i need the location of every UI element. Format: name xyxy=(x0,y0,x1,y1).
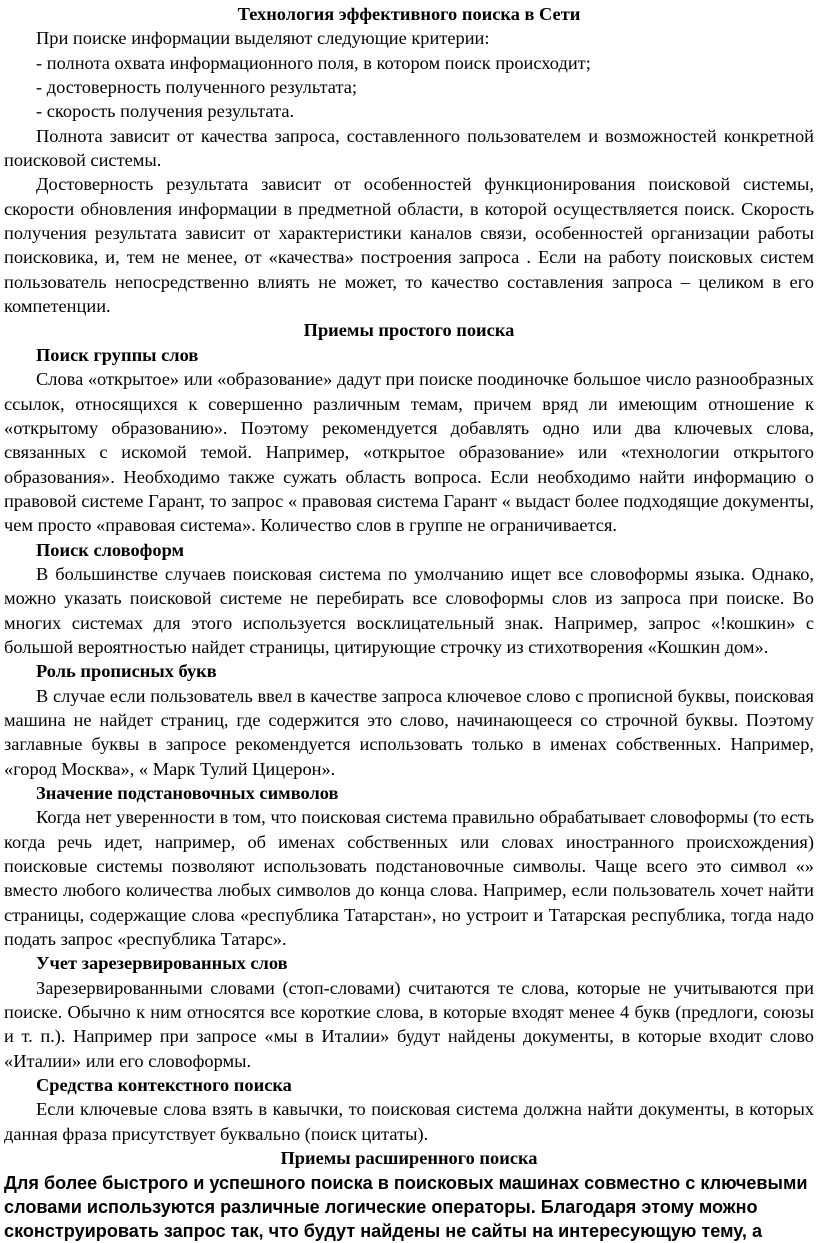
advanced-line: словами используются различные логические операторы. Благодаря этому можно xyxy=(4,1196,758,1217)
subheading-stop-words: Учет зарезервированных слов xyxy=(36,953,288,974)
criteria-lead: При поиске информации выделяют следующие критерии: xyxy=(36,28,490,49)
paragraph-wildcards: Когда нет уверенности в том, что поисковая система правильно обрабатывает словоформы (то есть когда речь идет, например, об именах собственных или словах иностранного происхождения) поисковые системы позволяют использовать подстановочные символы. Чаще всего это символ «» вместо любого количества любых символов до конца слова. Например, если пользователь хочет найти страницы, содержащие слова «республика Татарстан», но устроит и Татарская республика, тогда надо подать запрос «республика Татарс». xyxy=(4,807,814,950)
subheading-word-group: Поиск группы слов xyxy=(36,344,199,365)
criteria-item: - достоверность полученного результата; xyxy=(36,77,358,98)
paragraph-capital-letters: В случае если пользователь ввел в качестве запроса ключевое слово с прописной буквы, поисковая машина не найдет страниц, где содержится это слово, начинающееся со строчной буквы. Поэтому заглавные буквы в запросе рекомендуется использовать только в именах собственных. Например, «город Москва», « Марк Тулий Цицерон». xyxy=(4,685,814,779)
criteria-item: - полнота охвата информационного поля, в котором поиск происходит; xyxy=(36,52,591,73)
paragraph-context-search: Если ключевые слова взять в кавычки, то поисковая система должна найти документы, в которых данная фраза присутствует буквально (поиск цитаты). xyxy=(4,1099,814,1144)
page-title: Технология эффективного поиска в Сети xyxy=(237,4,581,24)
document-page xyxy=(4,2,814,1243)
subheading-capital-letters: Роль прописных букв xyxy=(36,661,217,682)
advanced-line: сконструировать запрос так, что будут найдены не сайты на интересующую тему, а xyxy=(4,1220,763,1241)
subheading-word-forms: Поиск словоформ xyxy=(36,539,185,560)
section-heading-simple-search: Приемы простого поиска xyxy=(303,320,515,341)
subheading-context-search: Средства контекстного поиска xyxy=(36,1075,292,1096)
completeness-paragraph: Полнота зависит от качества запроса, составленного пользователем и возможностей конкретной поисковой системы. xyxy=(4,125,814,171)
criteria-item: - скорость получения результата. xyxy=(36,101,295,122)
paragraph-word-forms: В большинстве случаев поисковая система по умолчанию ищет все словоформы языка. Однако, можно указать поисковой системе не перебирать все словоформы слов из запроса при поиске. Во многих системах для этого используется восклицательный знак. Например, запрос «!кошкин» с большой вероятностью найдет страницы, цитирующие строчку из стихотворения «Кошкин дом». xyxy=(4,563,814,657)
reliability-paragraph: Достоверность результата зависит от особенностей функционирования поисковой системы, скорости обновления информации в предметной области, в которой осуществляется поиск. Скорость получения результата зависит от характеристики каналов связи, особенностей организации работы поисковика, и, тем не менее, от «качества» построения запроса . Если на работу поисковых систем пользователь непосредственно влиять не может, то качество составления запроса – целиком в его компетенции. xyxy=(4,174,814,317)
section-heading-advanced-search: Приемы расширенного поиска xyxy=(280,1148,538,1169)
advanced-line: Для более быстрого и успешного поиска в поисковых машинах совместно с ключевыми xyxy=(4,1172,808,1193)
paragraph-stop-words: Зарезервированными словами (стоп-словами) считаются те слова, которые не учитываются при поиске. Обычно к ним относятся все короткие слова, в которые входят менее 4 букв (предлоги, союзы и т. п.). Например при запросе «мы в Италии» будут найдены документы, в которые входит слово «Италии» или его словоформы. xyxy=(4,977,814,1071)
paragraph-word-group: Слова «открытое» или «образование» дадут при поиске поодиночке большое число разнообразных ссылок, относящихся к совершенно различным темам, причем вряд ли имеющим отношение к «открытому образованию». Поэтому рекомендуется добавлять одно или два ключевых слова, связанных с искомой темой. Например, «открытое образование» или «технологии открытого образования». Необходимо также сужать область вопроса. Если необходимо найти информацию о правовой системе Гарант, то запрос « правовая система Гарант « выдаст более подходящие документы, чем просто «правовая система». Количество слов в группе не ограничивается. xyxy=(4,369,814,536)
subheading-wildcards: Значение подстановочных символов xyxy=(36,783,339,803)
